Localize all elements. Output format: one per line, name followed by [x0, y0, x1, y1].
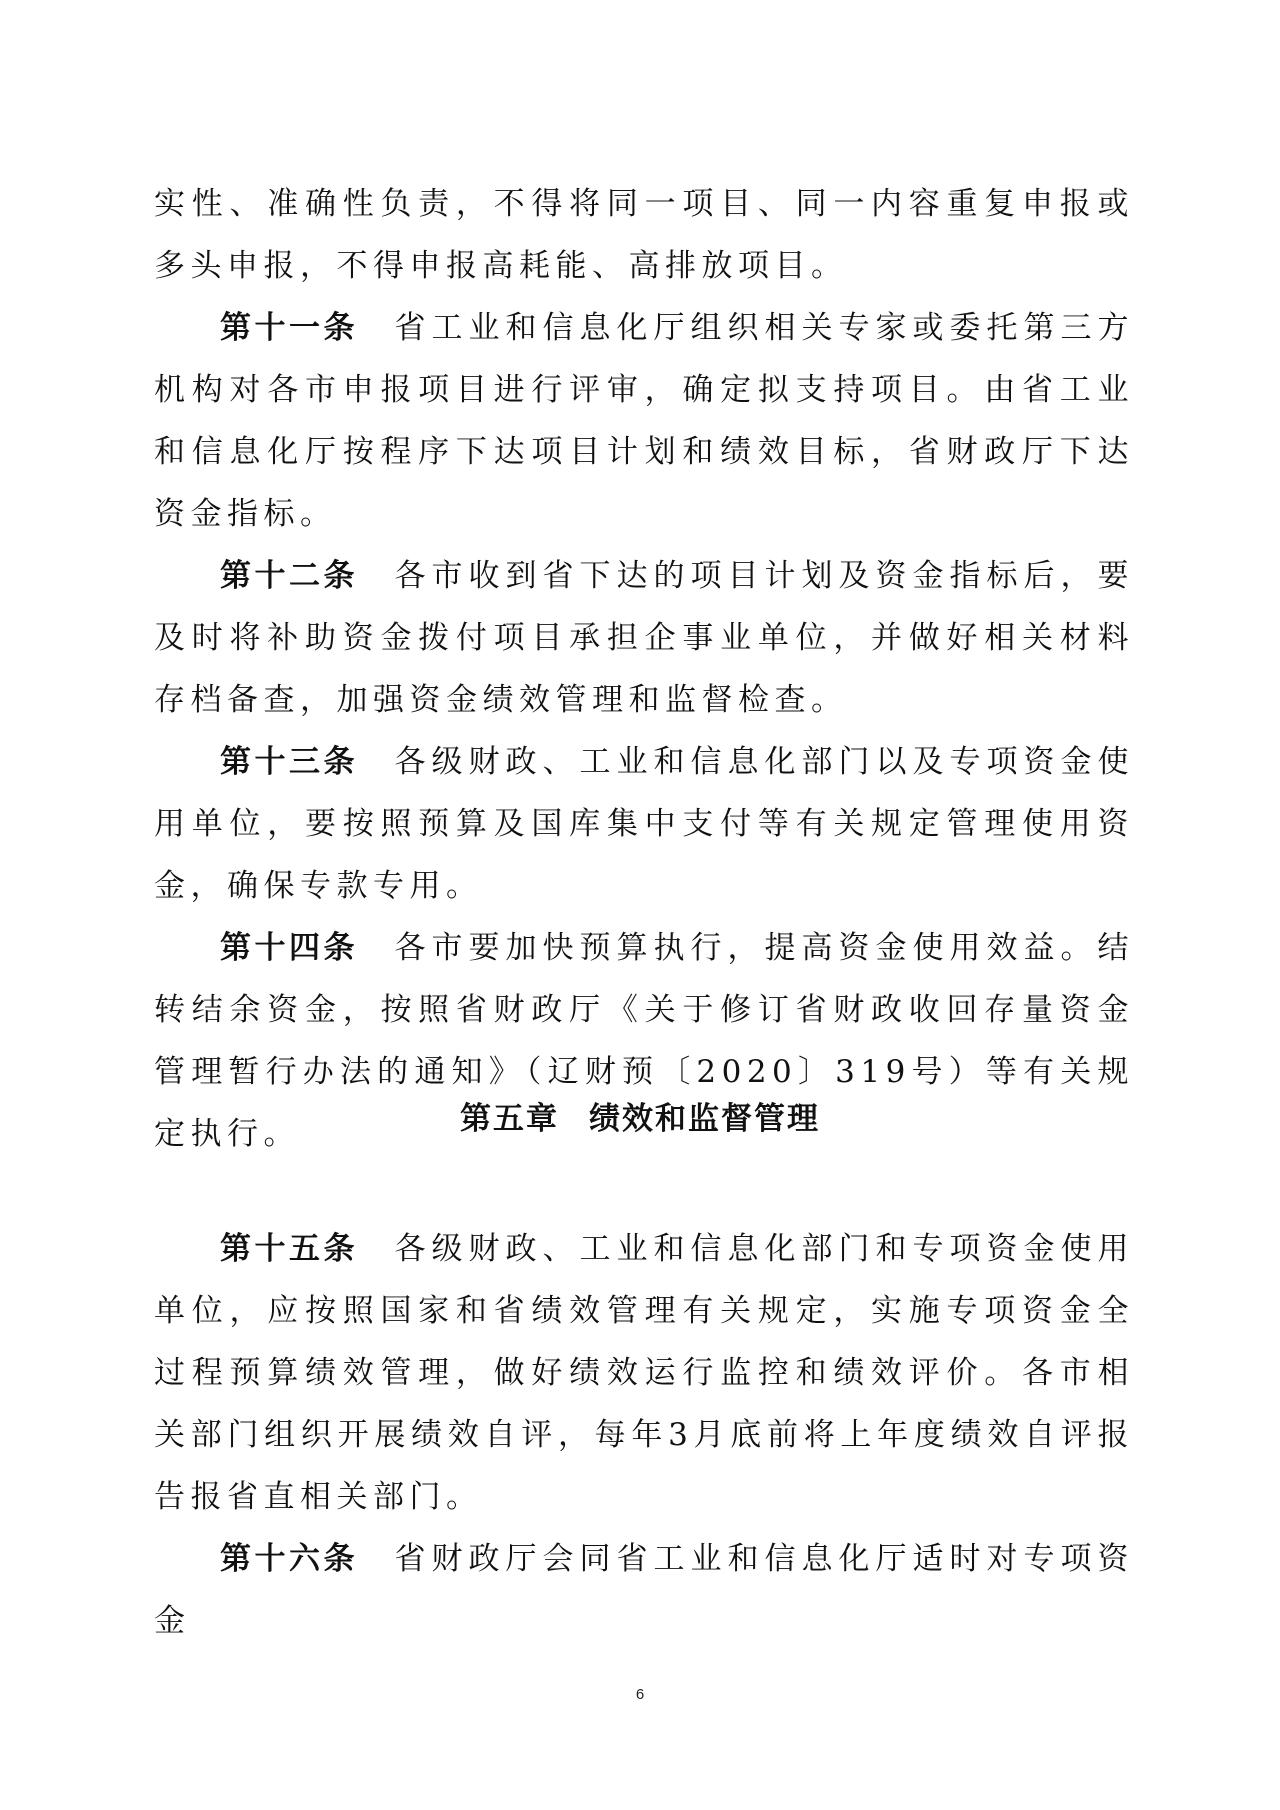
text-block-chapter-four-end — [154, 173, 1134, 1165]
article-title: 第十二条 — [220, 558, 358, 594]
article-12 — [154, 545, 1134, 731]
article-title: 第十一条 — [220, 310, 358, 346]
paragraph-text: 实性、准确性负责，不得将同一项目、同一内容重复申报或多头申报，不得申报高耗能、高排放项目。 — [154, 186, 1134, 284]
article-13 — [154, 731, 1134, 917]
article-text: 各级财政、工业和信息化部门和专项资金使用单位，应按照国家和省绩效管理有关规定，实施专项资金全过程预算绩效管理，做好绩效运行监控和绩效评价。各市相关部门组织开展绩效自评，每年3月底前将上年度绩效自评报告报省直相关部门。 — [154, 1231, 1134, 1515]
article-text: 省工业和信息化厅组织相关专家或委托第三方机构对各市申报项目进行评审，确定拟支持项目。由省工业和信息化厅按程序下达项目计划和绩效目标，省财政厅下达资金指标。 — [154, 310, 1134, 532]
article-16 — [154, 1528, 1134, 1652]
article-15 — [154, 1218, 1134, 1528]
article-11 — [154, 297, 1134, 545]
article-text: 各级财政、工业和信息化部门以及专项资金使用单位，要按照预算及国库集中支付等有关规定管理使用资金，确保专款专用。 — [154, 744, 1134, 904]
page-number: 6 — [635, 1686, 645, 1703]
article-text: 各市要加快预算执行，提高资金使用效益。结转结余资金，按照省财政厅《关于修订省财政收回存量资金管理暂行办法的通知》（辽财预〔2020〕319号）等有关规定执行。 — [154, 930, 1134, 1152]
article-title: 第十五条 — [220, 1231, 358, 1267]
article-title: 第十三条 — [220, 744, 358, 780]
chapter-title: 绩效和监督管理 — [589, 1101, 820, 1137]
chapter-heading — [0, 1088, 1280, 1150]
paragraph-continuation — [154, 173, 1134, 297]
article-title: 第十四条 — [220, 930, 358, 966]
article-text: 省财政厅会同省工业和信息化厅适时对专项资金 — [154, 1541, 1134, 1639]
text-block-chapter-five — [154, 1218, 1134, 1652]
chapter-number: 第五章 — [460, 1101, 559, 1137]
article-title: 第十六条 — [220, 1541, 358, 1577]
article-text: 各市收到省下达的项目计划及资金指标后，要及时将补助资金拨付项目承担企事业单位，并做好相关材料存档备查，加强资金绩效管理和监督检查。 — [154, 558, 1134, 718]
